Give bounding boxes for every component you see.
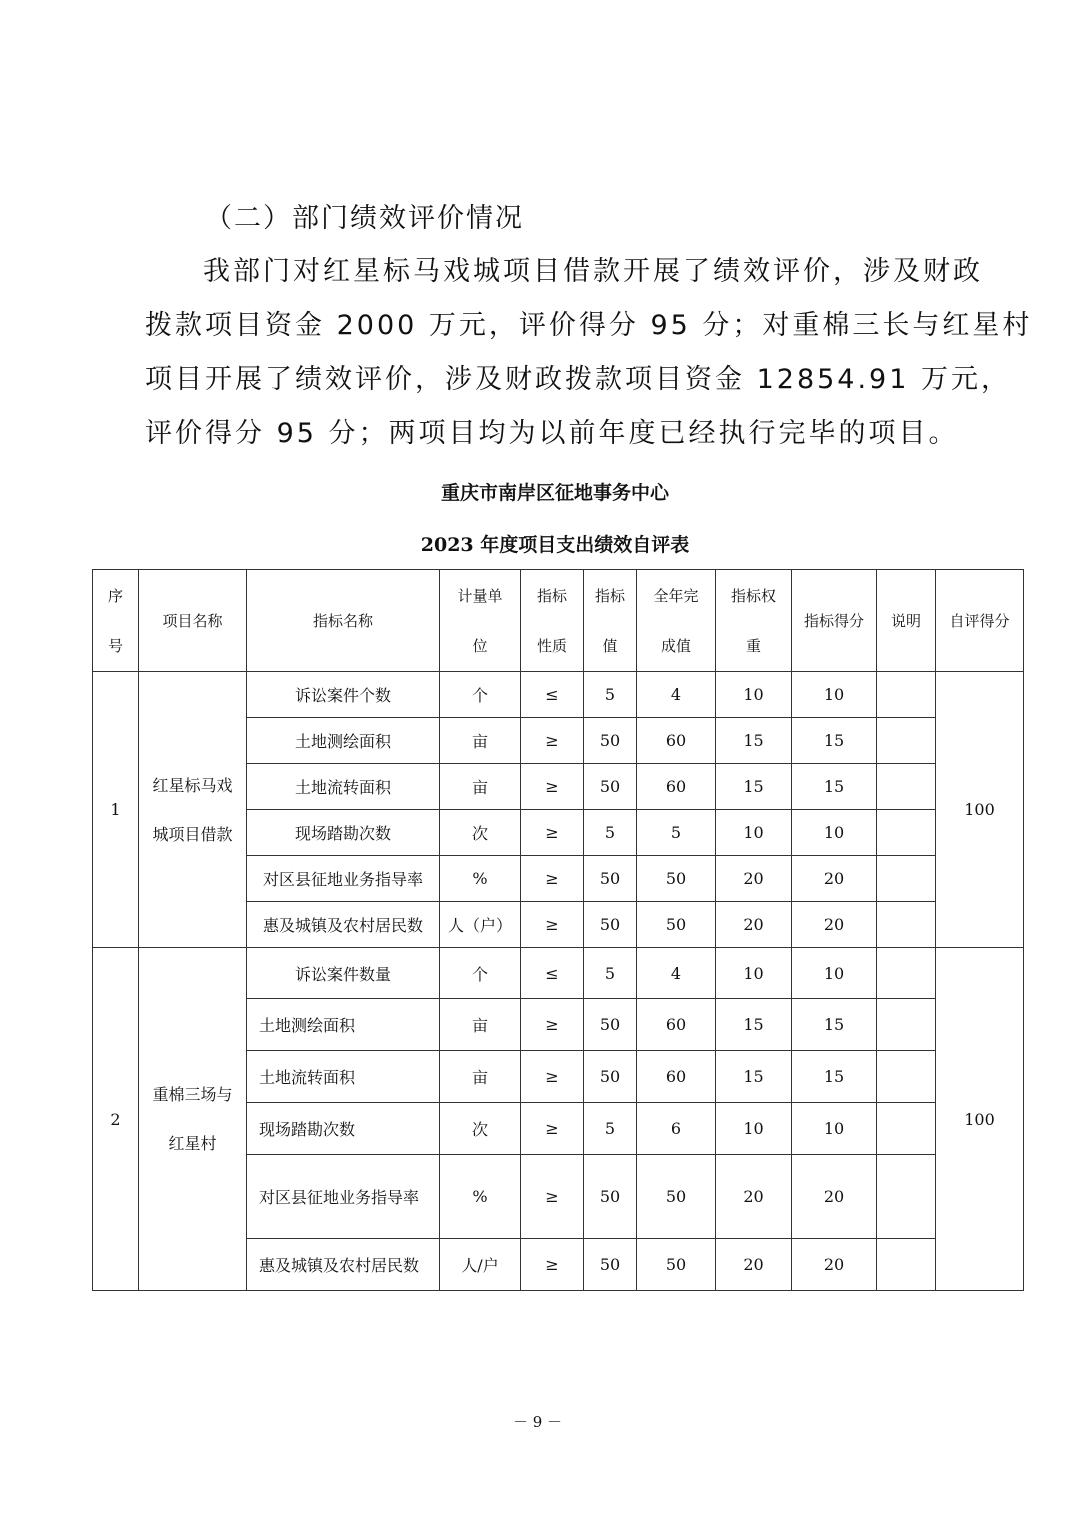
indicator-nature: ≥ <box>521 1155 584 1239</box>
indicator-name: 土地流转面积 <box>247 764 440 810</box>
indicator-unit: 亩 <box>440 1051 521 1103</box>
indicator-value: 5 <box>584 672 637 718</box>
indicator-score: 15 <box>792 1051 877 1103</box>
indicator-note <box>877 1239 936 1291</box>
indicator-unit: 亩 <box>440 999 521 1051</box>
indicator-unit: 人/户 <box>440 1239 521 1291</box>
indicator-score: 15 <box>792 718 877 764</box>
header-weight: 指标权 重 <box>716 570 792 672</box>
indicator-actual: 6 <box>637 1103 716 1155</box>
indicator-nature: ≤ <box>521 672 584 718</box>
indicator-note <box>877 856 936 902</box>
indicator-unit: 次 <box>440 1103 521 1155</box>
header-indicator: 指标名称 <box>247 570 440 672</box>
indicator-name: 对区县征地业务指导率 <box>247 856 440 902</box>
table-row <box>93 948 1024 999</box>
indicator-name: 惠及城镇及农村居民数 <box>247 902 440 948</box>
indicator-weight: 20 <box>716 856 792 902</box>
indicator-weight: 15 <box>716 1051 792 1103</box>
indicator-unit: 人（户） <box>440 902 521 948</box>
indicator-nature: ≥ <box>521 764 584 810</box>
project-self-score: 100 <box>936 948 1024 1291</box>
indicator-score: 10 <box>792 948 877 999</box>
indicator-note <box>877 810 936 856</box>
project-name: 重棉三场与 红星村 <box>139 948 247 1291</box>
indicator-name: 诉讼案件个数 <box>247 672 440 718</box>
performance-table <box>92 569 1024 1291</box>
indicator-note <box>877 948 936 999</box>
indicator-nature: ≥ <box>521 1239 584 1291</box>
indicator-value: 50 <box>584 718 637 764</box>
indicator-actual: 4 <box>637 948 716 999</box>
indicator-weight: 20 <box>716 902 792 948</box>
header-unit: 计量单 位 <box>440 570 521 672</box>
indicator-actual: 50 <box>637 902 716 948</box>
indicator-weight: 15 <box>716 718 792 764</box>
project-name: 红星标马戏 城项目借款 <box>139 672 247 948</box>
header-actual: 全年完 成值 <box>637 570 716 672</box>
indicator-actual: 60 <box>637 718 716 764</box>
body-paragraph <box>145 245 1033 461</box>
indicator-value: 5 <box>584 948 637 999</box>
indicator-name: 土地测绘面积 <box>247 718 440 764</box>
indicator-actual: 60 <box>637 764 716 810</box>
indicator-actual: 5 <box>637 810 716 856</box>
indicator-nature: ≥ <box>521 902 584 948</box>
page-number: － 9 － <box>512 1413 563 1431</box>
table-subtitle: 2023 年度项目支出绩效自评表 <box>420 534 690 556</box>
indicator-value: 50 <box>584 1051 637 1103</box>
indicator-nature: ≥ <box>521 1051 584 1103</box>
indicator-actual: 60 <box>637 1051 716 1103</box>
indicator-note <box>877 1051 936 1103</box>
indicator-value: 5 <box>584 810 637 856</box>
indicator-note <box>877 999 936 1051</box>
indicator-name: 惠及城镇及农村居民数 <box>247 1239 440 1291</box>
indicator-note <box>877 764 936 810</box>
indicator-score: 10 <box>792 672 877 718</box>
paragraph-line: 项目开展了绩效评价，涉及财政拨款项目资金 12854.91 万元， <box>145 364 1011 395</box>
indicator-score: 15 <box>792 764 877 810</box>
indicator-nature: ≥ <box>521 999 584 1051</box>
indicator-value: 5 <box>584 1103 637 1155</box>
project-self-score: 100 <box>936 672 1024 948</box>
paragraph-line: 评价得分 95 分；两项目均为以前年度已经执行完毕的项目。 <box>145 418 959 449</box>
indicator-unit: 个 <box>440 948 521 999</box>
indicator-note <box>877 672 936 718</box>
indicator-actual: 50 <box>637 1155 716 1239</box>
indicator-actual: 4 <box>637 672 716 718</box>
paragraph-line: 我部门对红星标马戏城项目借款开展了绩效评价，涉及财政 <box>203 256 983 287</box>
indicator-weight: 20 <box>716 1155 792 1239</box>
indicator-value: 50 <box>584 764 637 810</box>
section-heading: （二）部门绩效评价情况 <box>205 203 524 234</box>
indicator-nature: ≥ <box>521 810 584 856</box>
project-seq: 1 <box>93 672 139 948</box>
indicator-actual: 60 <box>637 999 716 1051</box>
indicator-name: 现场踏勘次数 <box>247 810 440 856</box>
indicator-score: 10 <box>792 1103 877 1155</box>
indicator-weight: 10 <box>716 672 792 718</box>
paragraph-line: 拨款项目资金 2000 万元，评价得分 95 分；对重棉三长与红星村 <box>145 310 1033 341</box>
indicator-unit: 亩 <box>440 764 521 810</box>
indicator-score: 15 <box>792 999 877 1051</box>
table-title: 重庆市南岸区征地事务中心 <box>440 482 669 504</box>
indicator-score: 20 <box>792 1155 877 1239</box>
header-value: 指标 值 <box>584 570 637 672</box>
indicator-weight: 10 <box>716 810 792 856</box>
indicator-name: 土地流转面积 <box>247 1051 440 1103</box>
indicator-value: 50 <box>584 1239 637 1291</box>
indicator-weight: 10 <box>716 948 792 999</box>
indicator-unit: 次 <box>440 810 521 856</box>
header-self-score: 自评得分 <box>936 570 1024 672</box>
indicator-unit: % <box>440 856 521 902</box>
indicator-value: 50 <box>584 856 637 902</box>
indicator-nature: ≥ <box>521 718 584 764</box>
indicator-weight: 15 <box>716 999 792 1051</box>
header-project: 项目名称 <box>139 570 247 672</box>
indicator-unit: 个 <box>440 672 521 718</box>
indicator-score: 20 <box>792 1239 877 1291</box>
header-nature: 指标 性质 <box>521 570 584 672</box>
indicator-score: 10 <box>792 810 877 856</box>
indicator-weight: 20 <box>716 1239 792 1291</box>
indicator-note <box>877 718 936 764</box>
indicator-name: 诉讼案件数量 <box>247 948 440 999</box>
indicator-note <box>877 1155 936 1239</box>
header-seq: 序 号 <box>93 570 139 672</box>
header-note: 说明 <box>877 570 936 672</box>
indicator-value: 50 <box>584 902 637 948</box>
indicator-nature: ≥ <box>521 1103 584 1155</box>
indicator-score: 20 <box>792 902 877 948</box>
indicator-weight: 15 <box>716 764 792 810</box>
indicator-score: 20 <box>792 856 877 902</box>
indicator-nature: ≤ <box>521 948 584 999</box>
indicator-note <box>877 902 936 948</box>
indicator-unit: % <box>440 1155 521 1239</box>
indicator-actual: 50 <box>637 856 716 902</box>
table-header-row <box>93 570 1024 672</box>
indicator-name: 土地测绘面积 <box>247 999 440 1051</box>
indicator-value: 50 <box>584 999 637 1051</box>
indicator-weight: 10 <box>716 1103 792 1155</box>
indicator-nature: ≥ <box>521 856 584 902</box>
indicator-unit: 亩 <box>440 718 521 764</box>
table-row <box>93 672 1024 718</box>
project-seq: 2 <box>93 948 139 1291</box>
indicator-value: 50 <box>584 1155 637 1239</box>
indicator-name: 现场踏勘次数 <box>247 1103 440 1155</box>
indicator-note <box>877 1103 936 1155</box>
header-score: 指标得分 <box>792 570 877 672</box>
indicator-actual: 50 <box>637 1239 716 1291</box>
indicator-name: 对区县征地业务指导率 <box>247 1155 440 1239</box>
